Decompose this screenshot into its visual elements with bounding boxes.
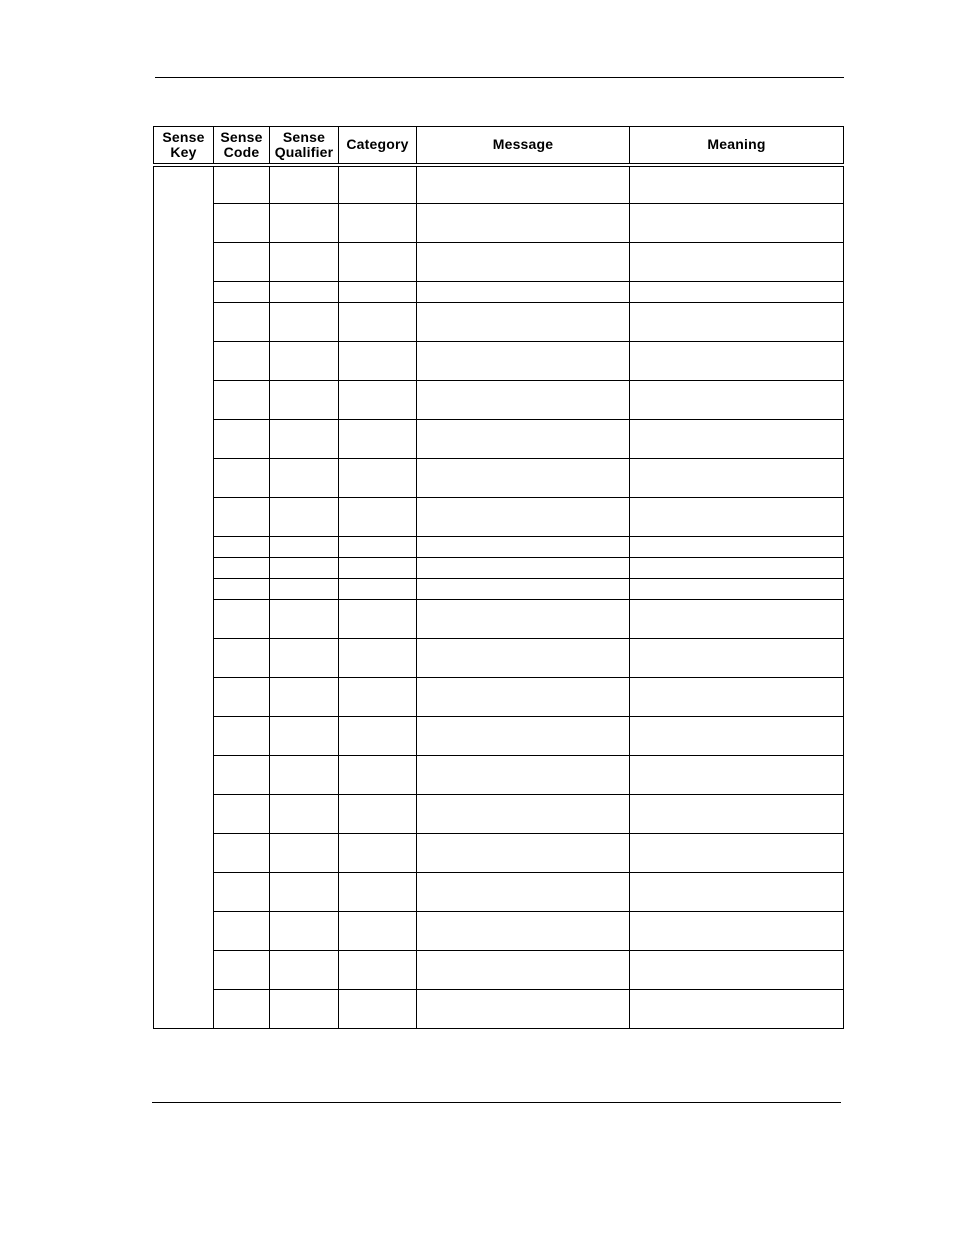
meaning-cell [630,243,844,282]
sense-code-table [153,126,844,1029]
sense-code-cell [214,834,270,873]
table-row [154,834,844,873]
meaning-cell [630,579,844,600]
sense-code-cell [214,717,270,756]
meaning-cell [630,912,844,951]
sense-code-cell [214,873,270,912]
table-row [154,498,844,537]
header-sense-code-line2: Code [223,143,260,160]
meaning-cell [630,990,844,1029]
category-cell [339,342,417,381]
message-cell [417,639,630,678]
table-row [154,381,844,420]
header-sense-key [154,127,214,165]
category-cell [339,990,417,1029]
sense-code-cell [214,204,270,243]
sense-code-cell [214,678,270,717]
message-cell [417,165,630,204]
meaning-cell [630,600,844,639]
sense-code-cell [214,600,270,639]
table-row [154,639,844,678]
header-sense-code-line1: Sense [220,128,263,145]
category-cell [339,537,417,558]
meaning-cell [630,282,844,303]
sense-qualifier-cell [270,678,339,717]
sense-code-cell [214,558,270,579]
category-cell [339,243,417,282]
meaning-cell [630,537,844,558]
message-cell [417,381,630,420]
sense-code-cell [214,951,270,990]
meaning-cell [630,498,844,537]
header-sense-key-line1: Sense [162,128,205,145]
message-cell [417,912,630,951]
sense-qualifier-cell [270,342,339,381]
table-row [154,912,844,951]
sense-code-cell [214,243,270,282]
meaning-cell [630,756,844,795]
category-cell [339,678,417,717]
sense-qualifier-cell [270,912,339,951]
sense-qualifier-cell [270,951,339,990]
header-sense-qualifier [270,127,339,165]
message-cell [417,303,630,342]
table-row [154,165,844,204]
message-cell [417,717,630,756]
sense-qualifier-cell [270,282,339,303]
meaning-cell [630,951,844,990]
sense-qualifier-cell [270,756,339,795]
category-cell [339,834,417,873]
category-cell [339,558,417,579]
message-cell [417,282,630,303]
sense-qualifier-cell [270,381,339,420]
header-sense-qualifier-line2: Qualifier [274,143,334,160]
table-row [154,303,844,342]
sense-qualifier-cell [270,873,339,912]
sense-qualifier-cell [270,537,339,558]
category-cell [339,600,417,639]
table-row [154,795,844,834]
sense-code-cell [214,795,270,834]
table-row [154,600,844,639]
category-cell [339,498,417,537]
meaning-cell [630,834,844,873]
message-cell [417,990,630,1029]
meaning-cell [630,678,844,717]
sense-key-cell [154,165,214,1029]
message-cell [417,459,630,498]
header-sense-qualifier-line1: Sense [282,128,326,145]
header-sense-code [214,127,270,165]
sense-code-cell [214,165,270,204]
message-cell [417,834,630,873]
table-row [154,342,844,381]
table-row [154,873,844,912]
message-cell [417,579,630,600]
meaning-cell [630,639,844,678]
sense-code-cell [214,342,270,381]
category-cell [339,873,417,912]
sense-code-cell [214,303,270,342]
sense-code-cell [214,420,270,459]
header-sense-key-line2: Key [170,143,197,160]
sense-code-cell [214,912,270,951]
sense-qualifier-cell [270,243,339,282]
message-cell [417,498,630,537]
meaning-cell [630,165,844,204]
category-cell [339,420,417,459]
sense-code-cell [214,381,270,420]
meaning-cell [630,717,844,756]
meaning-cell [630,795,844,834]
table-row [154,459,844,498]
header-message: Message [417,127,630,165]
table-row [154,951,844,990]
message-cell [417,342,630,381]
sense-qualifier-cell [270,558,339,579]
category-cell [339,381,417,420]
category-cell [339,795,417,834]
top-rule [155,77,844,78]
table-row [154,282,844,303]
message-cell [417,243,630,282]
sense-qualifier-cell [270,717,339,756]
meaning-cell [630,381,844,420]
meaning-cell [630,459,844,498]
table-row [154,537,844,558]
category-cell [339,639,417,678]
table-row [154,678,844,717]
category-cell [339,282,417,303]
meaning-cell [630,420,844,459]
sense-code-cell [214,282,270,303]
sense-code-cell [214,756,270,795]
message-cell [417,756,630,795]
sense-qualifier-cell [270,498,339,537]
sense-qualifier-cell [270,639,339,678]
table-row [154,243,844,282]
sense-code-cell [214,579,270,600]
message-cell [417,600,630,639]
category-cell [339,579,417,600]
meaning-cell [630,303,844,342]
meaning-cell [630,342,844,381]
sense-code-cell [214,639,270,678]
sense-qualifier-cell [270,303,339,342]
header-meaning: Meaning [630,127,844,165]
bottom-rule [152,1102,841,1103]
table-row [154,579,844,600]
category-cell [339,459,417,498]
sense-code-cell [214,990,270,1029]
sense-code-cell [214,537,270,558]
sense-qualifier-cell [270,600,339,639]
sense-qualifier-cell [270,204,339,243]
message-cell [417,678,630,717]
table-row [154,558,844,579]
table-header-row [154,127,844,165]
message-cell [417,795,630,834]
category-cell [339,204,417,243]
sense-code-cell [214,459,270,498]
category-cell [339,951,417,990]
sense-qualifier-cell [270,420,339,459]
header-category: Category [339,127,417,165]
table-row [154,717,844,756]
message-cell [417,558,630,579]
category-cell [339,303,417,342]
sense-qualifier-cell [270,834,339,873]
meaning-cell [630,873,844,912]
meaning-cell [630,204,844,243]
message-cell [417,204,630,243]
table-row [154,420,844,459]
sense-qualifier-cell [270,165,339,204]
sense-qualifier-cell [270,795,339,834]
sense-qualifier-cell [270,579,339,600]
message-cell [417,420,630,459]
table-body [154,165,844,1029]
category-cell [339,912,417,951]
sense-code-cell [214,498,270,537]
message-cell [417,873,630,912]
message-cell [417,951,630,990]
table-row [154,990,844,1029]
category-cell [339,756,417,795]
category-cell [339,717,417,756]
meaning-cell [630,558,844,579]
message-cell [417,537,630,558]
sense-qualifier-cell [270,990,339,1029]
table-row [154,756,844,795]
table-row [154,204,844,243]
category-cell [339,165,417,204]
sense-qualifier-cell [270,459,339,498]
